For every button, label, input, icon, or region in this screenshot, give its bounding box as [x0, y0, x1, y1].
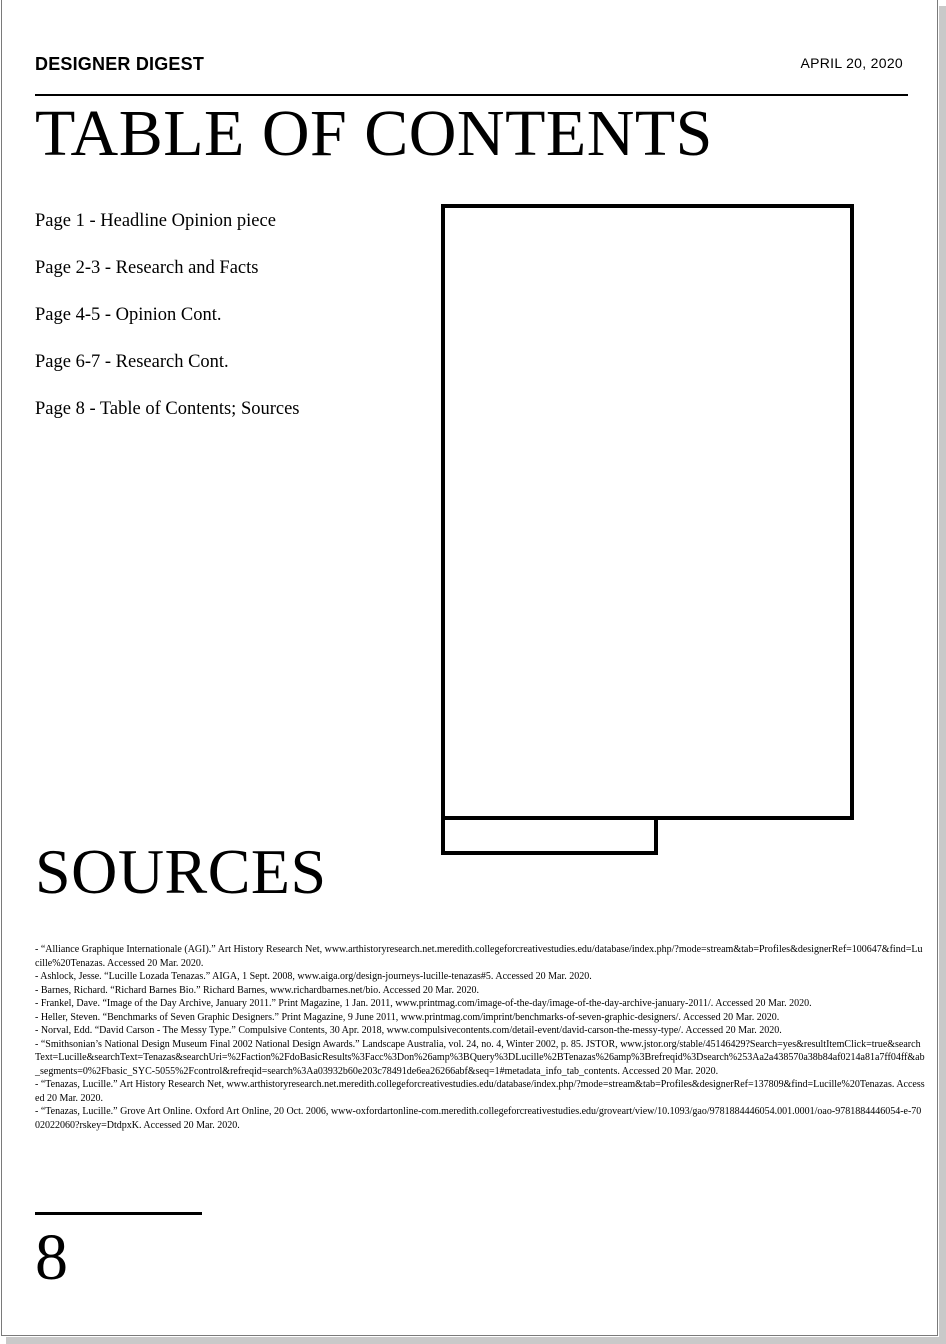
- source-entry: - “Alliance Graphique Internationale (AGI).” Art History Research Net, www.arthistoryresearch.net.meredith.collegeforcreativestudies.edu/database/index.php/?mode=stream&tab=Profiles&designerRef=100647&find=Lucille%20Tenazas. Accessed 20 Mar. 2020.: [35, 944, 923, 969]
- toc-list: [35, 207, 300, 442]
- source-entry: - “Tenazas, Lucille.” Grove Art Online. Oxford Art Online, 20 Oct. 2006, www-oxfordartonline-com.meredith.collegeforcreativestudies.edu/groveart/view/10.1093/gao/9781884446054.001.0001/oao-9781884446054-e-7002022060?rskey=DtdpxK. Accessed 20 Mar. 2020.: [35, 1106, 922, 1131]
- sources-heading: SOURCES: [35, 836, 327, 907]
- source-entry: - Barnes, Richard. “Richard Barnes Bio.” Richard Barnes, www.richardbarnes.net/bio. Accessed 20 Mar. 2020.: [35, 984, 479, 996]
- publication-title: DESIGNER DIGEST: [35, 54, 205, 74]
- image-placeholder-frame: [441, 204, 854, 820]
- document-page: [1, 0, 938, 1336]
- toc-item: Page 6-7 - Research Cont.: [35, 352, 229, 372]
- source-entry: - “Smithsonian’s National Design Museum Final 2002 National Design Awards.” Landscape Australia, vol. 24, no. 4, Winter 2002, p. 85. JSTOR, www.jstor.org/stable/45146429?Search=yes&resultItemClick=true&searchText=Lucille&searchText=Tenazas&searchUri=%2Faction%2FdoBasicResults%3Facc%3Don%26amp%3BQuery%3DLucille%2BTenazas%26amp%3Brefreqid%3Dsearch%253Aa2a438570a38b84af0214a81a7ff04ff&ab_segments=0%2Fbasic_SYC-5055%2Fcontrol&refreqid=search%3Aa03932b60e203c78491de6ea26266abf&seq=1#metadata_info_tab_contents. Accessed 20 Mar. 2020.: [35, 1038, 925, 1077]
- source-entry: - Norval, Edd. “David Carson - The Messy Type.” Compulsive Contents, 30 Apr. 2018, www.compulsivecontents.com/detail-event/david-carson-the-messy-type/. Accessed 20 Mar. 2020.: [35, 1025, 782, 1036]
- source-entry: - “Tenazas, Lucille.” Art History Research Net, www.arthistoryresearch.net.meredith.collegeforcreativestudies.edu/database/index.php/?mode=stream&tab=Profiles&designerRef=137809&find=Lucille%20Tenazas. Accessed 20 Mar. 2020.: [35, 1079, 925, 1104]
- page-number: 8: [35, 1221, 68, 1294]
- sources-list: [35, 943, 925, 1132]
- toc-heading: TABLE OF CONTENTS: [35, 97, 713, 170]
- caption-placeholder-box: [441, 816, 658, 855]
- source-entry: - Frankel, Dave. “Image of the Day Archive, January 2011.” Print Magazine, 1 Jan. 2011, www.printmag.com/image-of-the-day/image-of-the-day-archive-january-2011/. Accessed 20 Mar. 2020.: [35, 998, 812, 1009]
- toc-item: Page 8 - Table of Contents; Sources: [35, 399, 300, 419]
- page-shadow-right: [939, 6, 946, 1344]
- page-shadow-bottom: [6, 1337, 946, 1344]
- issue-date: APRIL 20, 2020: [800, 55, 903, 71]
- footer-divider: [35, 1212, 202, 1215]
- toc-item: Page 1 - Headline Opinion piece: [35, 211, 276, 231]
- toc-item: Page 4-5 - Opinion Cont.: [35, 305, 222, 325]
- source-entry: - Heller, Steven. “Benchmarks of Seven Graphic Designers.” Print Magazine, 9 June 2011, www.printmag.com/imprint/benchmarks-of-seven-graphic-designers/. Accessed 20 Mar. 2020.: [35, 1011, 780, 1023]
- source-entry: - Ashlock, Jesse. “Lucille Lozada Tenazas.” AIGA, 1 Sept. 2008, www.aiga.org/design-journeys-lucille-tenazas#5. Accessed 20 Mar. 2020.: [35, 971, 592, 982]
- toc-item: Page 2-3 - Research and Facts: [35, 258, 259, 278]
